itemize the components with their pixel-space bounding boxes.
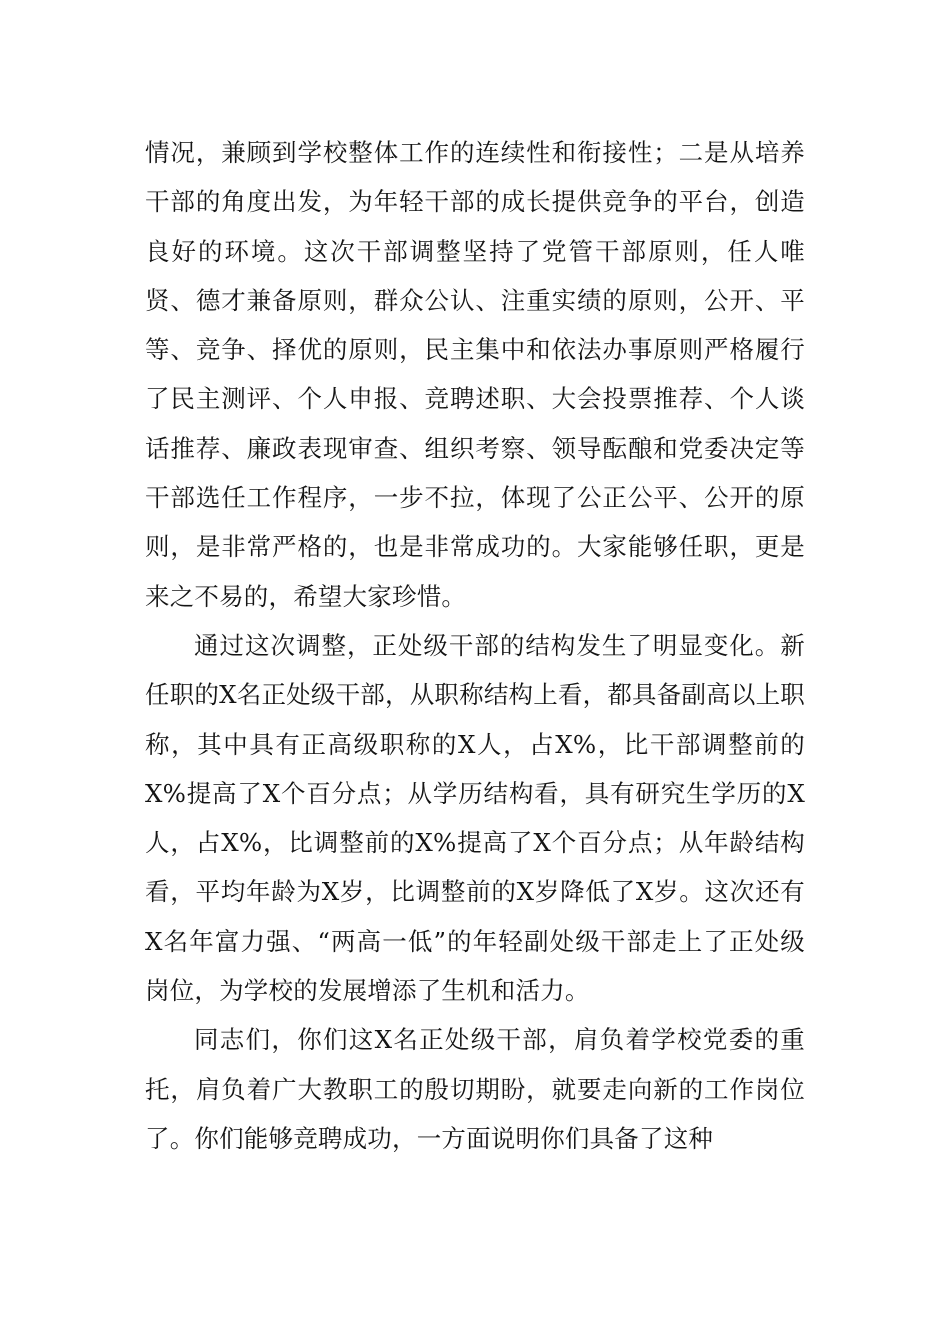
body-text xyxy=(145,128,805,1163)
paragraph-3: 同志们，你们这X名正处级干部，肩负着学校党委的重托，肩负着广大教职工的殷切期盼，就要走向新的工作岗位了。你们能够竞聘成功，一方面说明你们具备了这种 xyxy=(145,1025,805,1153)
paragraph-2: 通过这次调整，正处级干部的结构发生了明显变化。新任职的X名正处级干部，从职称结构上看，都具备副高以上职称，其中具有正高级职称的X人，占X%，比干部调整前的X%提高了X个百分点；从学历结构看，具有研究生学历的X人，占X%，比调整前的X%提高了X个百分点；从年龄结构看，平均年龄为X岁，比调整前的X岁降低了X岁。这次还有X名年富力强、“两高一低”的年轻副处级干部走上了正处级岗位，为学校的发展增添了生机和活力。 xyxy=(145,630,805,1006)
paragraph-1: 情况，兼顾到学校整体工作的连续性和衔接性；二是从培养干部的角度出发，为年轻干部的成长提供竞争的平台，创造良好的环境。这次干部调整坚持了党管干部原则，任人唯贤、德才兼备原则，群众公认、注重实绩的原则，公开、平等、竞争、择优的原则，民主集中和依法办事原则严格履行了民主测评、个人申报、竞聘述职、大会投票推荐、个人谈话推荐、廉政表现审查、组织考察、领导酝酿和党委决定等干部选任工作程序，一步不拉，体现了公正公平、公开的原则，是非常严格的，也是非常成功的。大家能够任职，更是来之不易的，希望大家珍惜。 xyxy=(145,138,805,611)
